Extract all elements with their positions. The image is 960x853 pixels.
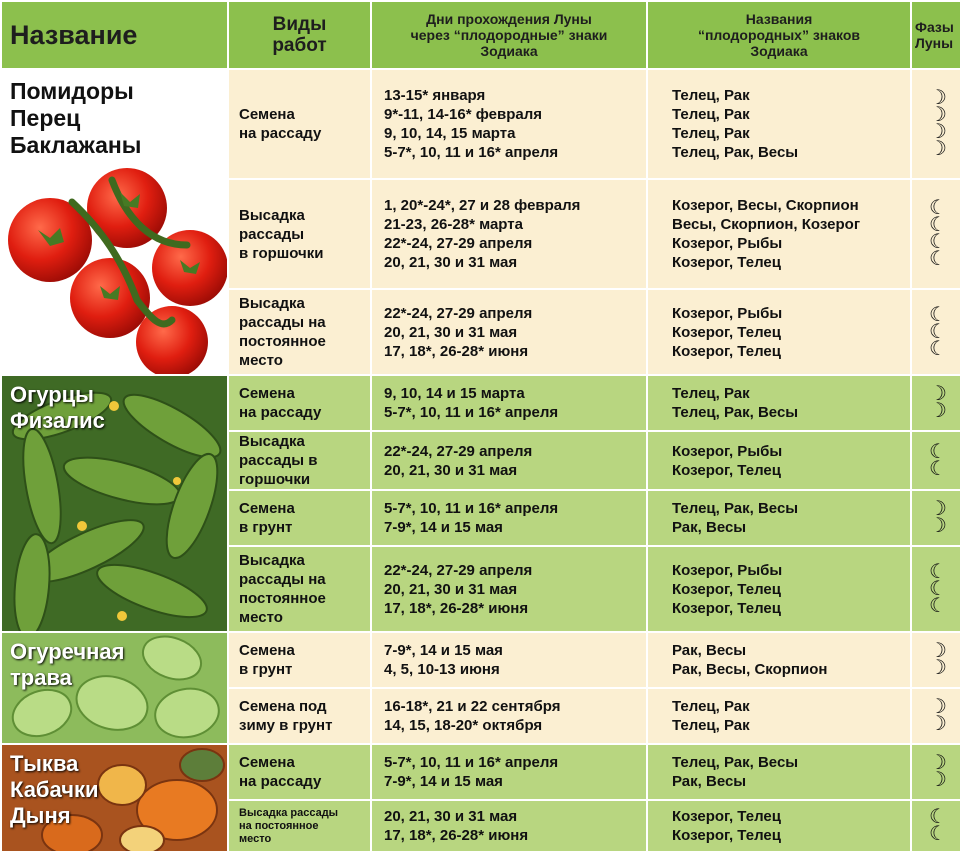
moon-days-line: 7-9*, 14 и 15 мая bbox=[384, 519, 503, 536]
work-type: Высадка рассады в горшочки bbox=[228, 431, 371, 490]
zodiac-line: Козерог, Телец bbox=[672, 599, 781, 617]
moon-days-line: 4, 5, 10-13 июня bbox=[384, 661, 500, 678]
zodiac-line: Козерог, Телец bbox=[672, 323, 781, 341]
moon-days-line: 9, 10, 14 и 15 марта bbox=[384, 385, 525, 402]
zodiac-signs bbox=[647, 632, 911, 688]
moon-days-line: 22*-24, 27-29 апреля bbox=[384, 442, 533, 460]
zodiac-line: Телец, Рак bbox=[672, 87, 750, 104]
waxing-moon-icon: ☽ bbox=[929, 383, 947, 405]
work-type: Высадка рассады на постоянное место bbox=[228, 546, 371, 632]
moon-days-line: 9*-11, 14-16* февраля bbox=[384, 106, 543, 123]
moon-days-line: 5-7*, 10, 11 и 16* апреля bbox=[384, 754, 559, 771]
waning-moon-icon: ☾ bbox=[929, 823, 947, 845]
waxing-moon-icon: ☽ bbox=[929, 138, 947, 160]
moon-phase bbox=[911, 800, 960, 852]
waning-moon-icon: ☾ bbox=[929, 594, 947, 617]
zodiac-line: Козерог, Телец bbox=[672, 808, 781, 825]
crop-cell-tomatoes bbox=[1, 69, 228, 375]
moon-phase bbox=[911, 490, 960, 546]
moon-days-line: 20, 21, 30 и 31 мая bbox=[384, 323, 518, 341]
zodiac-line: Козерог, Рыбы bbox=[672, 442, 783, 460]
waning-moon-icon: ☾ bbox=[929, 214, 947, 236]
moon-phase bbox=[911, 688, 960, 744]
zodiac-line: Козерог, Телец bbox=[672, 254, 781, 271]
moon-phase bbox=[911, 289, 960, 375]
table-row bbox=[1, 69, 960, 179]
work-type: Семена на рассаду bbox=[228, 375, 371, 431]
work-type: Высадка рассады в горшочки bbox=[228, 179, 371, 289]
moon-days-line: 17, 18*, 26-28* июня bbox=[384, 827, 529, 844]
waxing-moon-icon: ☽ bbox=[929, 713, 947, 735]
zodiac-line: Козерог, Телец bbox=[672, 827, 781, 844]
moon-days bbox=[371, 179, 647, 289]
waning-moon-icon: ☾ bbox=[929, 320, 947, 343]
moon-days-line: 21-23, 26-28* марта bbox=[384, 216, 523, 233]
moon-days-line: 9, 10, 14, 15 марта bbox=[384, 125, 516, 142]
moon-days bbox=[371, 632, 647, 688]
moon-days-line: 17, 18*, 26-28* июня bbox=[384, 599, 529, 617]
table-row bbox=[1, 375, 960, 431]
zodiac-line: Рак, Весы bbox=[672, 642, 747, 659]
moon-days bbox=[371, 431, 647, 490]
moon-phase bbox=[911, 179, 960, 289]
waxing-moon-icon: ☽ bbox=[929, 657, 947, 679]
zodiac-signs bbox=[647, 69, 911, 179]
moon-days-line: 5-7*, 10, 11 и 16* апреля bbox=[384, 500, 559, 517]
work-type: Семена под зиму в грунт bbox=[228, 688, 371, 744]
waxing-moon-icon: ☽ bbox=[929, 400, 947, 422]
zodiac-line: Козерог, Рыбы bbox=[672, 304, 783, 322]
zodiac-line: Телец, Рак, Весы bbox=[672, 404, 799, 421]
crop-name: Огурцы Физалис bbox=[10, 382, 105, 433]
zodiac-signs bbox=[647, 490, 911, 546]
waning-moon-icon: ☾ bbox=[929, 440, 947, 463]
crop-cell-cucumbers bbox=[1, 375, 228, 632]
zodiac-line: Телец, Рак, Весы bbox=[672, 754, 799, 771]
moon-days bbox=[371, 546, 647, 632]
crop-name: Огуречная трава bbox=[10, 639, 125, 690]
zodiac-line: Козерог, Рыбы bbox=[672, 235, 783, 252]
moon-phase bbox=[911, 546, 960, 632]
moon-days-line: 20, 21, 30 и 31 мая bbox=[384, 580, 518, 598]
crop-name: Помидоры Перец Баклажаны bbox=[10, 78, 142, 158]
waning-moon-icon: ☾ bbox=[929, 303, 947, 326]
moon-days-line: 13-15* января bbox=[384, 87, 486, 104]
header-work-type: Виды работ bbox=[228, 1, 371, 69]
header-name: Название bbox=[1, 1, 228, 69]
moon-days-line: 7-9*, 14 и 15 мая bbox=[384, 773, 503, 790]
work-type: Высадка рассады на постоянное место bbox=[228, 800, 371, 852]
zodiac-signs bbox=[647, 744, 911, 800]
zodiac-line: Козерог, Телец bbox=[672, 580, 781, 598]
waning-moon-icon: ☾ bbox=[929, 457, 947, 480]
waning-moon-icon: ☾ bbox=[929, 197, 947, 219]
zodiac-signs bbox=[647, 375, 911, 431]
zodiac-line: Козерог, Весы, Скорпион bbox=[672, 197, 859, 214]
moon-days bbox=[371, 800, 647, 852]
zodiac-signs bbox=[647, 431, 911, 490]
zodiac-line: Телец, Рак bbox=[672, 385, 750, 402]
moon-days bbox=[371, 688, 647, 744]
header-row bbox=[1, 1, 960, 69]
moon-phase bbox=[911, 69, 960, 179]
header-zodiac-signs: Названия “плодородных” знаков Зодиака bbox=[647, 1, 911, 69]
moon-days-line: 22*-24, 27-29 апреля bbox=[384, 561, 533, 579]
header-moon-phase: Фазы Луны bbox=[911, 1, 960, 69]
moon-days-line: 20, 21, 30 и 31 мая bbox=[384, 461, 518, 479]
zodiac-signs bbox=[647, 289, 911, 375]
moon-days bbox=[371, 289, 647, 375]
moon-days-line: 22*-24, 27-29 апреля bbox=[384, 235, 533, 252]
waning-moon-icon: ☾ bbox=[929, 806, 947, 828]
zodiac-line: Телец, Рак bbox=[672, 717, 750, 734]
zodiac-line: Рак, Весы bbox=[672, 519, 747, 536]
moon-phase bbox=[911, 375, 960, 431]
waxing-moon-icon: ☽ bbox=[929, 87, 947, 109]
work-type: Высадка рассады на постоянное место bbox=[228, 289, 371, 375]
moon-days-line: 7-9*, 14 и 15 мая bbox=[384, 642, 503, 659]
zodiac-signs bbox=[647, 800, 911, 852]
waxing-moon-icon: ☽ bbox=[929, 769, 947, 791]
zodiac-signs bbox=[647, 179, 911, 289]
moon-days-line: 16-18*, 21 и 22 сентября bbox=[384, 698, 561, 715]
waxing-moon-icon: ☽ bbox=[929, 640, 947, 662]
crop-cell-borage bbox=[1, 632, 228, 744]
waning-moon-icon: ☾ bbox=[929, 231, 947, 253]
moon-days-line: 20, 21, 30 и 31 мая bbox=[384, 808, 518, 825]
zodiac-line: Телец, Рак bbox=[672, 698, 750, 715]
moon-days bbox=[371, 69, 647, 179]
work-type: Семена на рассаду bbox=[228, 69, 371, 179]
zodiac-line: Козерог, Телец bbox=[672, 461, 781, 479]
zodiac-line: Телец, Рак, Весы bbox=[672, 144, 799, 161]
zodiac-line: Рак, Весы bbox=[672, 773, 747, 790]
work-type: Семена на рассаду bbox=[228, 744, 371, 800]
crop-name: Тыква Кабачки Дыня bbox=[10, 751, 99, 828]
waxing-moon-icon: ☽ bbox=[929, 104, 947, 126]
header-moon-days: Дни прохождения Луны через “плодородные” знаки Зодиака bbox=[371, 1, 647, 69]
crop-cell-pumpkin bbox=[1, 744, 228, 852]
moon-days bbox=[371, 375, 647, 431]
moon-days-line: 22*-24, 27-29 апреля bbox=[384, 304, 533, 322]
moon-phase bbox=[911, 632, 960, 688]
zodiac-line: Телец, Рак, Весы bbox=[672, 500, 799, 517]
zodiac-line: Весы, Скорпион, Козерог bbox=[672, 216, 861, 233]
table-row bbox=[1, 632, 960, 688]
zodiac-line: Телец, Рак bbox=[672, 125, 750, 142]
waxing-moon-icon: ☽ bbox=[929, 696, 947, 718]
work-type: Семена в грунт bbox=[228, 490, 371, 546]
waxing-moon-icon: ☽ bbox=[929, 752, 947, 774]
waning-moon-icon: ☾ bbox=[929, 248, 947, 270]
waning-moon-icon: ☾ bbox=[929, 560, 947, 583]
waxing-moon-icon: ☽ bbox=[929, 121, 947, 143]
zodiac-line: Рак, Весы, Скорпион bbox=[672, 661, 828, 678]
waning-moon-icon: ☾ bbox=[929, 577, 947, 600]
waxing-moon-icon: ☽ bbox=[929, 498, 947, 520]
zodiac-line: Козерог, Телец bbox=[672, 342, 781, 360]
moon-days-line: 17, 18*, 26-28* июня bbox=[384, 342, 529, 360]
moon-days bbox=[371, 490, 647, 546]
moon-days-line: 5-7*, 10, 11 и 16* апреля bbox=[384, 404, 559, 421]
zodiac-line: Козерог, Рыбы bbox=[672, 561, 783, 579]
waxing-moon-icon: ☽ bbox=[929, 515, 947, 537]
zodiac-signs bbox=[647, 546, 911, 632]
moon-days-line: 5-7*, 10, 11 и 16* апреля bbox=[384, 144, 559, 161]
zodiac-line: Телец, Рак bbox=[672, 106, 750, 123]
work-type: Семена в грунт bbox=[228, 632, 371, 688]
moon-days-line: 1, 20*-24*, 27 и 28 февраля bbox=[384, 197, 581, 214]
waning-moon-icon: ☾ bbox=[929, 337, 947, 360]
zodiac-signs bbox=[647, 688, 911, 744]
table-row bbox=[1, 744, 960, 800]
moon-phase bbox=[911, 431, 960, 490]
moon-phase bbox=[911, 744, 960, 800]
moon-days bbox=[371, 744, 647, 800]
moon-days-line: 20, 21, 30 и 31 мая bbox=[384, 254, 518, 271]
moon-days-line: 14, 15, 18-20* октября bbox=[384, 717, 543, 734]
